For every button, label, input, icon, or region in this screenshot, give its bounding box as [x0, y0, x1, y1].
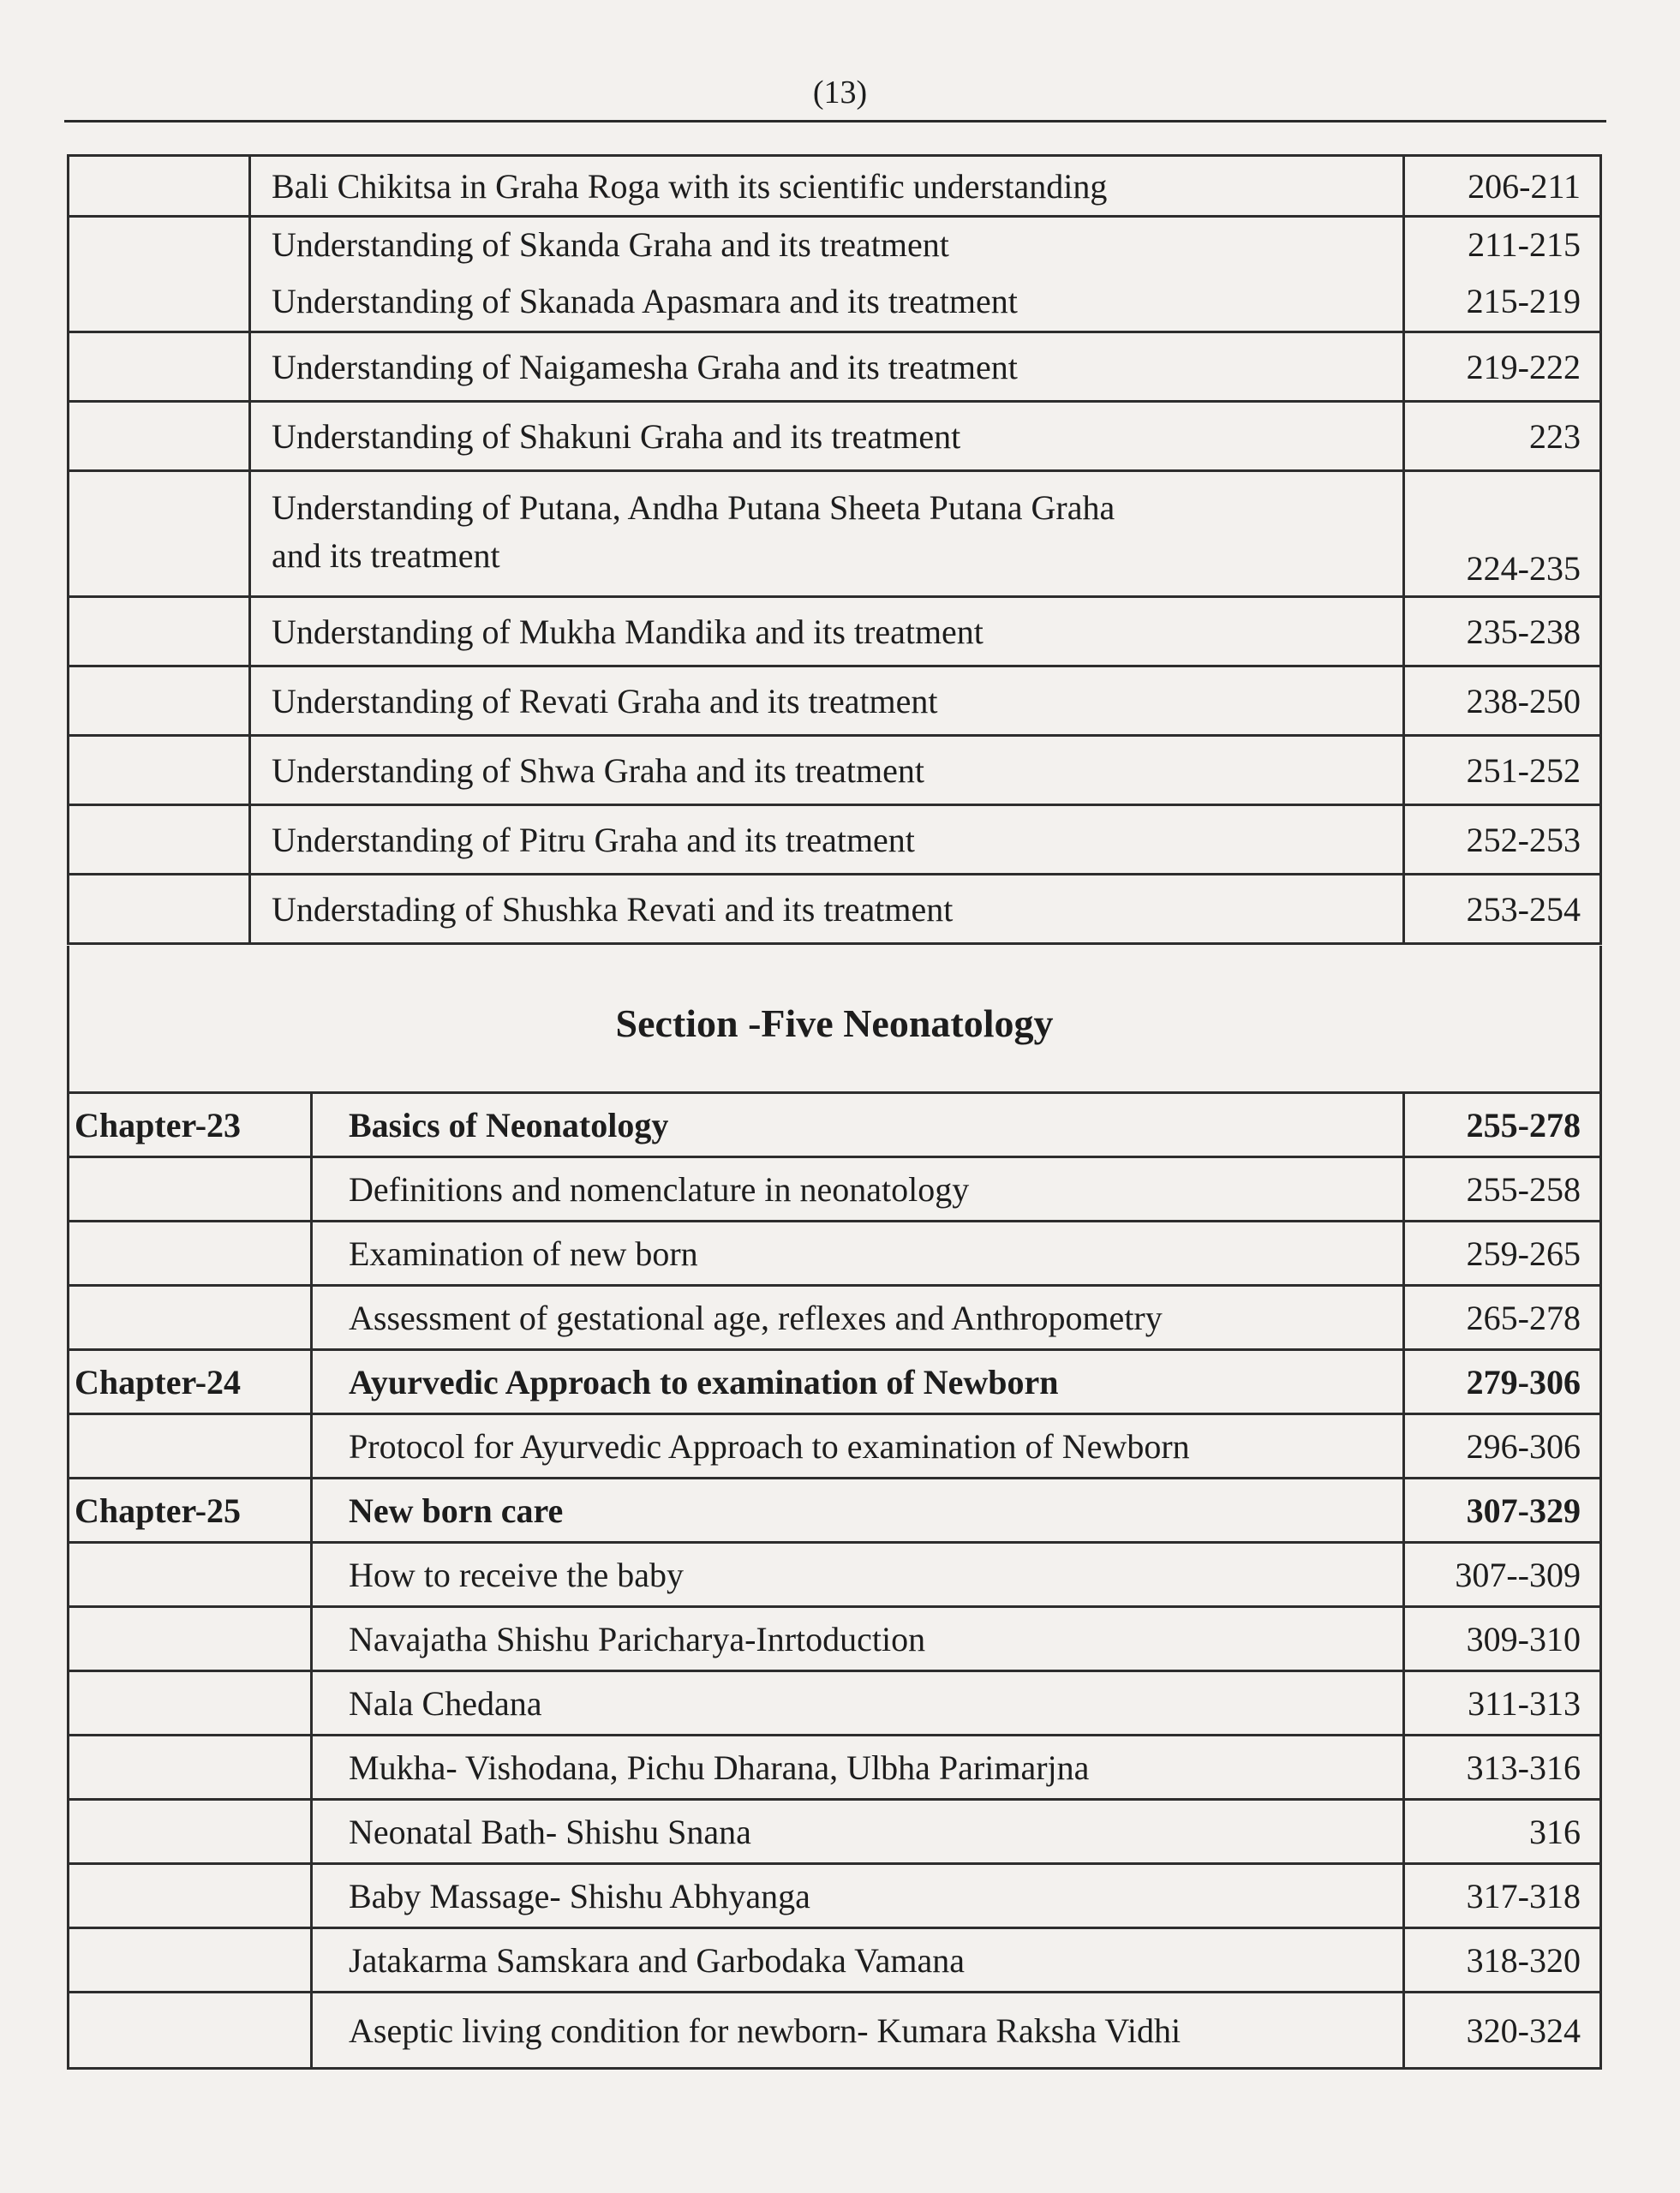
table-row: [69, 471, 1601, 597]
chapter-cell: Chapter-23: [69, 1093, 312, 1157]
entry-title: Ayurvedic Approach to examination of Newborn: [312, 1350, 1404, 1414]
entry-pages: 265-278: [1404, 1286, 1601, 1350]
entry-pages: 320-324: [1404, 1993, 1601, 2069]
table-row: [69, 1864, 1601, 1928]
table-row: [69, 1928, 1601, 1993]
table-row: [69, 402, 1601, 471]
table-row: [69, 736, 1601, 805]
entry-pages: 235-238: [1404, 597, 1601, 666]
table-row: [69, 1671, 1601, 1736]
section-heading: Section -Five Neonatology: [615, 1001, 1054, 1045]
table-row: [69, 1093, 1601, 1157]
table-row: [69, 1479, 1601, 1543]
chapter-cell: [69, 1928, 312, 1993]
entry-pages: 252-253: [1404, 805, 1601, 875]
chapter-cell: [69, 1607, 312, 1671]
chapter-cell: [69, 666, 250, 736]
chapter-cell: [69, 1222, 312, 1286]
entry-title: Neonatal Bath- Shishu Snana: [312, 1800, 1404, 1864]
entry-title: How to receive the baby: [312, 1543, 1404, 1607]
entry-pages: 311-313: [1404, 1671, 1601, 1736]
chapter-cell: Chapter-24: [69, 1350, 312, 1414]
chapter-cell: [69, 271, 250, 332]
entry-pages: 215-219: [1404, 271, 1601, 332]
entry-pages: 316: [1404, 1800, 1601, 1864]
entry-pages: 255-258: [1404, 1157, 1601, 1222]
contents-table-graha: [67, 154, 1602, 945]
chapter-cell: [69, 471, 250, 597]
table-row: [69, 217, 1601, 272]
entry-title: Assessment of gestational age, reflexes and Anthropometry: [312, 1286, 1404, 1350]
entry-title: Understading of Shushka Revati and its treatment: [250, 875, 1404, 944]
chapter-cell: [69, 332, 250, 402]
entry-title: Jatakarma Samskara and Garbodaka Vamana: [312, 1928, 1404, 1993]
entry-pages: 318-320: [1404, 1928, 1601, 1993]
entry-pages: 223: [1404, 402, 1601, 471]
table-row: [69, 597, 1601, 666]
section-heading-box: [67, 946, 1602, 1091]
chapter-cell: [69, 402, 250, 471]
entry-pages: 206-211: [1404, 156, 1601, 217]
entry-title: Understanding of Naigamesha Graha and its treatment: [250, 332, 1404, 402]
entry-title: Definitions and nomenclature in neonatology: [312, 1157, 1404, 1222]
chapter-cell: [69, 1414, 312, 1479]
table-row: [69, 271, 1601, 332]
entry-title: Understanding of Revati Graha and its treatment: [250, 666, 1404, 736]
entry-title: Protocol for Ayurvedic Approach to examination of Newborn: [312, 1414, 1404, 1479]
entry-title: Understanding of Skanada Apasmara and its treatment: [250, 271, 1404, 332]
table-row: [69, 1286, 1601, 1350]
chapter-cell: Chapter-25: [69, 1479, 312, 1543]
entry-title: [250, 471, 1404, 597]
header-rule: [64, 120, 1606, 122]
entry-pages: 255-278: [1404, 1093, 1601, 1157]
contents-table-neonatology: [67, 1091, 1602, 2070]
chapter-cell: [69, 597, 250, 666]
entry-title-line: Understanding of Putana, Andha Putana Sheeta Putana Graha: [272, 488, 1115, 527]
entry-pages: 307-329: [1404, 1479, 1601, 1543]
table-row: [69, 1157, 1601, 1222]
chapter-cell: [69, 1800, 312, 1864]
table-row: [69, 332, 1601, 402]
table-row: [69, 1543, 1601, 1607]
entry-pages: 253-254: [1404, 875, 1601, 944]
table-row: [69, 1414, 1601, 1479]
chapter-cell: [69, 1157, 312, 1222]
entry-title: Basics of Neonatology: [312, 1093, 1404, 1157]
entry-pages: 211-215: [1404, 217, 1601, 272]
entry-title: Examination of new born: [312, 1222, 1404, 1286]
entry-title: New born care: [312, 1479, 1404, 1543]
chapter-cell: [69, 217, 250, 272]
chapter-cell: [69, 1671, 312, 1736]
table-row: [69, 875, 1601, 944]
entry-pages: 307--309: [1404, 1543, 1601, 1607]
entry-title: Understanding of Shakuni Graha and its treatment: [250, 402, 1404, 471]
entry-title: Nala Chedana: [312, 1671, 1404, 1736]
table-row: [69, 1350, 1601, 1414]
entry-pages: 224-235: [1404, 471, 1601, 597]
entry-title: Bali Chikitsa in Graha Roga with its scientific understanding: [250, 156, 1404, 217]
table-row: [69, 156, 1601, 217]
entry-pages: 279-306: [1404, 1350, 1601, 1414]
entry-title: Baby Massage- Shishu Abhyanga: [312, 1864, 1404, 1928]
chapter-cell: [69, 805, 250, 875]
chapter-cell: [69, 1864, 312, 1928]
entry-title: Understanding of Mukha Mandika and its treatment: [250, 597, 1404, 666]
entry-title: Understanding of Shwa Graha and its treatment: [250, 736, 1404, 805]
chapter-cell: [69, 1286, 312, 1350]
entry-pages: 309-310: [1404, 1607, 1601, 1671]
chapter-cell: [69, 736, 250, 805]
entry-pages: 317-318: [1404, 1864, 1601, 1928]
entry-title: Understanding of Skanda Graha and its treatment: [250, 217, 1404, 272]
entry-title: Understanding of Pitru Graha and its treatment: [250, 805, 1404, 875]
entry-title-line: and its treatment: [272, 536, 500, 575]
table-row: [69, 666, 1601, 736]
entry-title: Mukha- Vishodana, Pichu Dharana, Ulbha Parimarjna: [312, 1736, 1404, 1800]
entry-pages: 238-250: [1404, 666, 1601, 736]
entry-title: Aseptic living condition for newborn- Kumara Raksha Vidhi: [312, 1993, 1404, 2069]
chapter-cell: [69, 156, 250, 217]
entry-pages: 296-306: [1404, 1414, 1601, 1479]
table-row: [69, 1607, 1601, 1671]
entry-pages: 251-252: [1404, 736, 1601, 805]
table-row: [69, 1993, 1601, 2069]
chapter-cell: [69, 1736, 312, 1800]
table-row: [69, 1222, 1601, 1286]
page-number: (13): [812, 75, 868, 111]
entry-pages: 219-222: [1404, 332, 1601, 402]
entry-pages: 313-316: [1404, 1736, 1601, 1800]
entry-pages: 259-265: [1404, 1222, 1601, 1286]
table-row: [69, 1736, 1601, 1800]
entry-title: Navajatha Shishu Paricharya-Inrtoduction: [312, 1607, 1404, 1671]
table-row: [69, 1800, 1601, 1864]
chapter-cell: [69, 1993, 312, 2069]
chapter-cell: [69, 875, 250, 944]
chapter-cell: [69, 1543, 312, 1607]
table-row: [69, 805, 1601, 875]
